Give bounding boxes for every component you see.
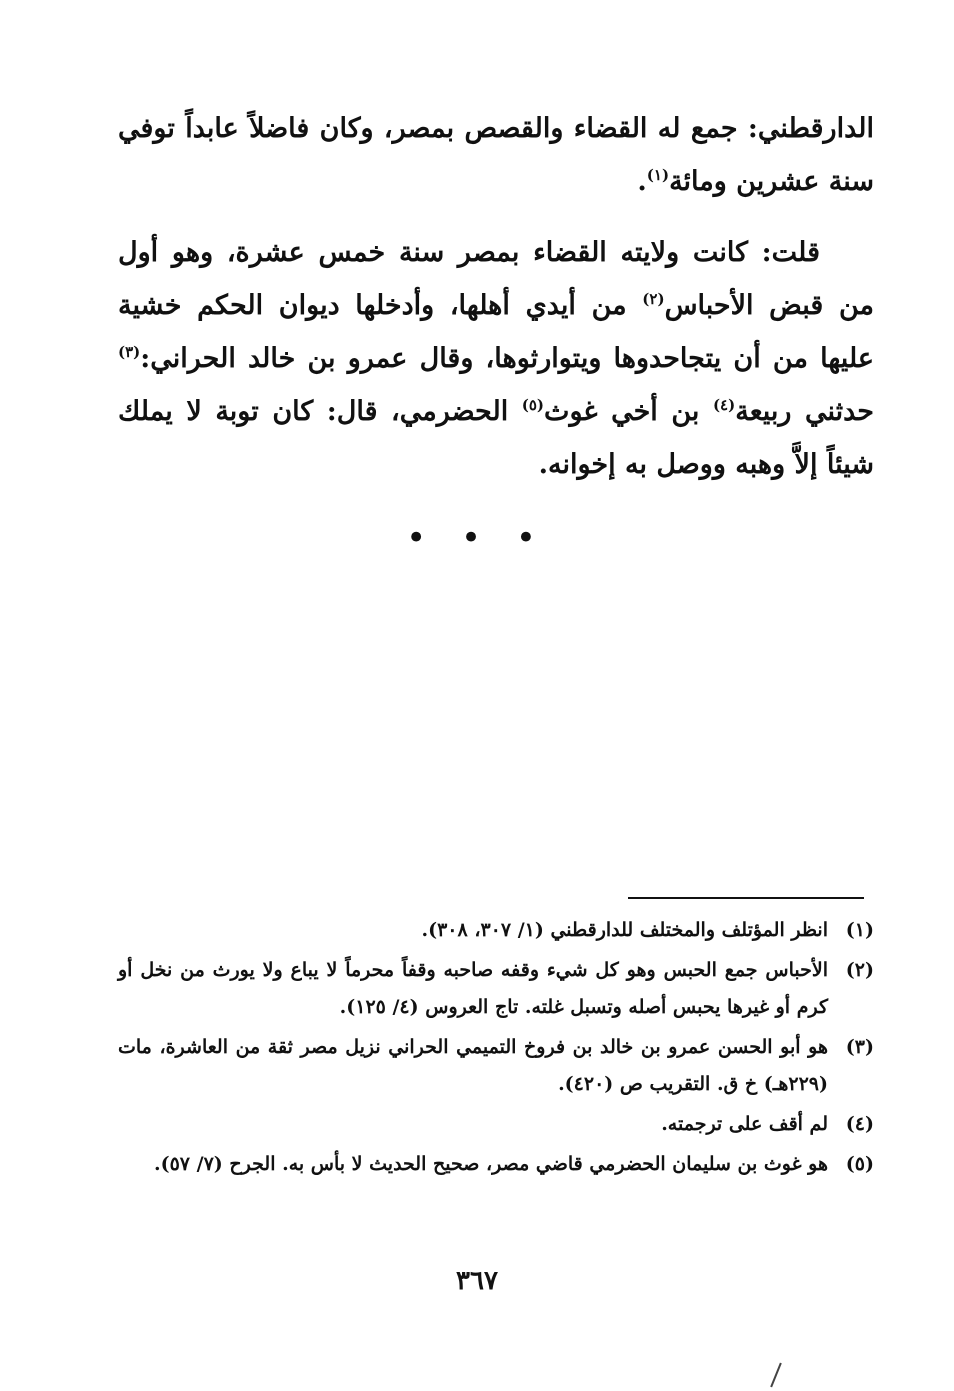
footnote-ref-3: (٣) (118, 343, 141, 361)
footnote-number: (١) (845, 919, 874, 941)
footnote-divider (628, 897, 864, 899)
paragraph-1-end: . (637, 166, 647, 197)
paragraph-2-text-b: من أيدي أهلها، وأدخلها ديوان الحكم خشية عليها من أن يتجاحدوها ويتوارثوها، وقال عمرو بن خالد الحراني: (118, 290, 874, 374)
paragraph-1-text: الدارقطني: جمع له القضاء والقصص بمصر، وكان فاضلاً عابداً توفي سنة عشرين ومائة (118, 113, 874, 197)
footnote-5 (118, 1146, 874, 1183)
paragraph-2-text-a: قلت: كانت ولايته القضاء بمصر سنة خمس عشرة، وهو أول من قبض الأحباس (118, 237, 874, 321)
footnote-ref-2: (٢) (642, 290, 665, 308)
paragraph-2 (118, 226, 874, 491)
footnote-text: هو أبو الحسن عمرو بن خالد بن فروخ التميمي الحراني نزيل مصر ثقة من العاشرة، مات (٢٢٩هـ) خ ق. التقريب ص (٤٢٠). (118, 1036, 828, 1095)
footnote-text: انظر المؤتلف والمختلف للدارقطني (١/ ٣٠٧، ٣٠٨). (421, 919, 828, 941)
footnote-text: الأحباس جمع الحبس وهو كل شيء وقفه صاحبه وقفاً محرماً لا يباع ولا يورث من نخل أو كرم أو غيرها يحبس أصله وتسبل غلته. تاج العروس (٤/ ١٢٥). (118, 959, 828, 1018)
footnote-ref-5: (٥) (521, 396, 545, 414)
footnote-number: (٢) (845, 959, 874, 981)
paragraph-2-text-c: حدثني ربيعة (735, 396, 874, 427)
paragraph-2-text-d: بن أخي غوث (544, 396, 713, 427)
paragraph-1 (118, 102, 874, 208)
footnotes (118, 912, 874, 1186)
footnote-number: (٣) (845, 1036, 874, 1058)
scan-mark (770, 1363, 782, 1388)
footnote-ref-1: (١) (646, 166, 670, 184)
footnote-number: (٥) (845, 1153, 874, 1175)
footnote-4 (118, 1106, 874, 1143)
footnote-3 (118, 1029, 874, 1103)
footnote-text: هو غوث بن سليمان الحضرمي قاضي مصر، صحيح الحديث لا بأس به. الجرح (٧/ ٥٧). (153, 1153, 828, 1175)
section-separator: • • • (406, 518, 548, 558)
footnote-text: لم أقف على ترجمته. (661, 1113, 828, 1135)
footnote-1 (118, 912, 874, 949)
footnote-2 (118, 952, 874, 1026)
footnote-ref-4: (٤) (712, 396, 736, 414)
paragraph-2-text-e: الحضرمي، قال: كان توبة لا يملك شيئاً إلاَّ وهبه ووصل به إخوانه. (118, 396, 874, 480)
main-text (118, 102, 874, 491)
footnote-number: (٤) (845, 1113, 874, 1135)
page-number: ٣٦٧ (456, 1266, 498, 1296)
